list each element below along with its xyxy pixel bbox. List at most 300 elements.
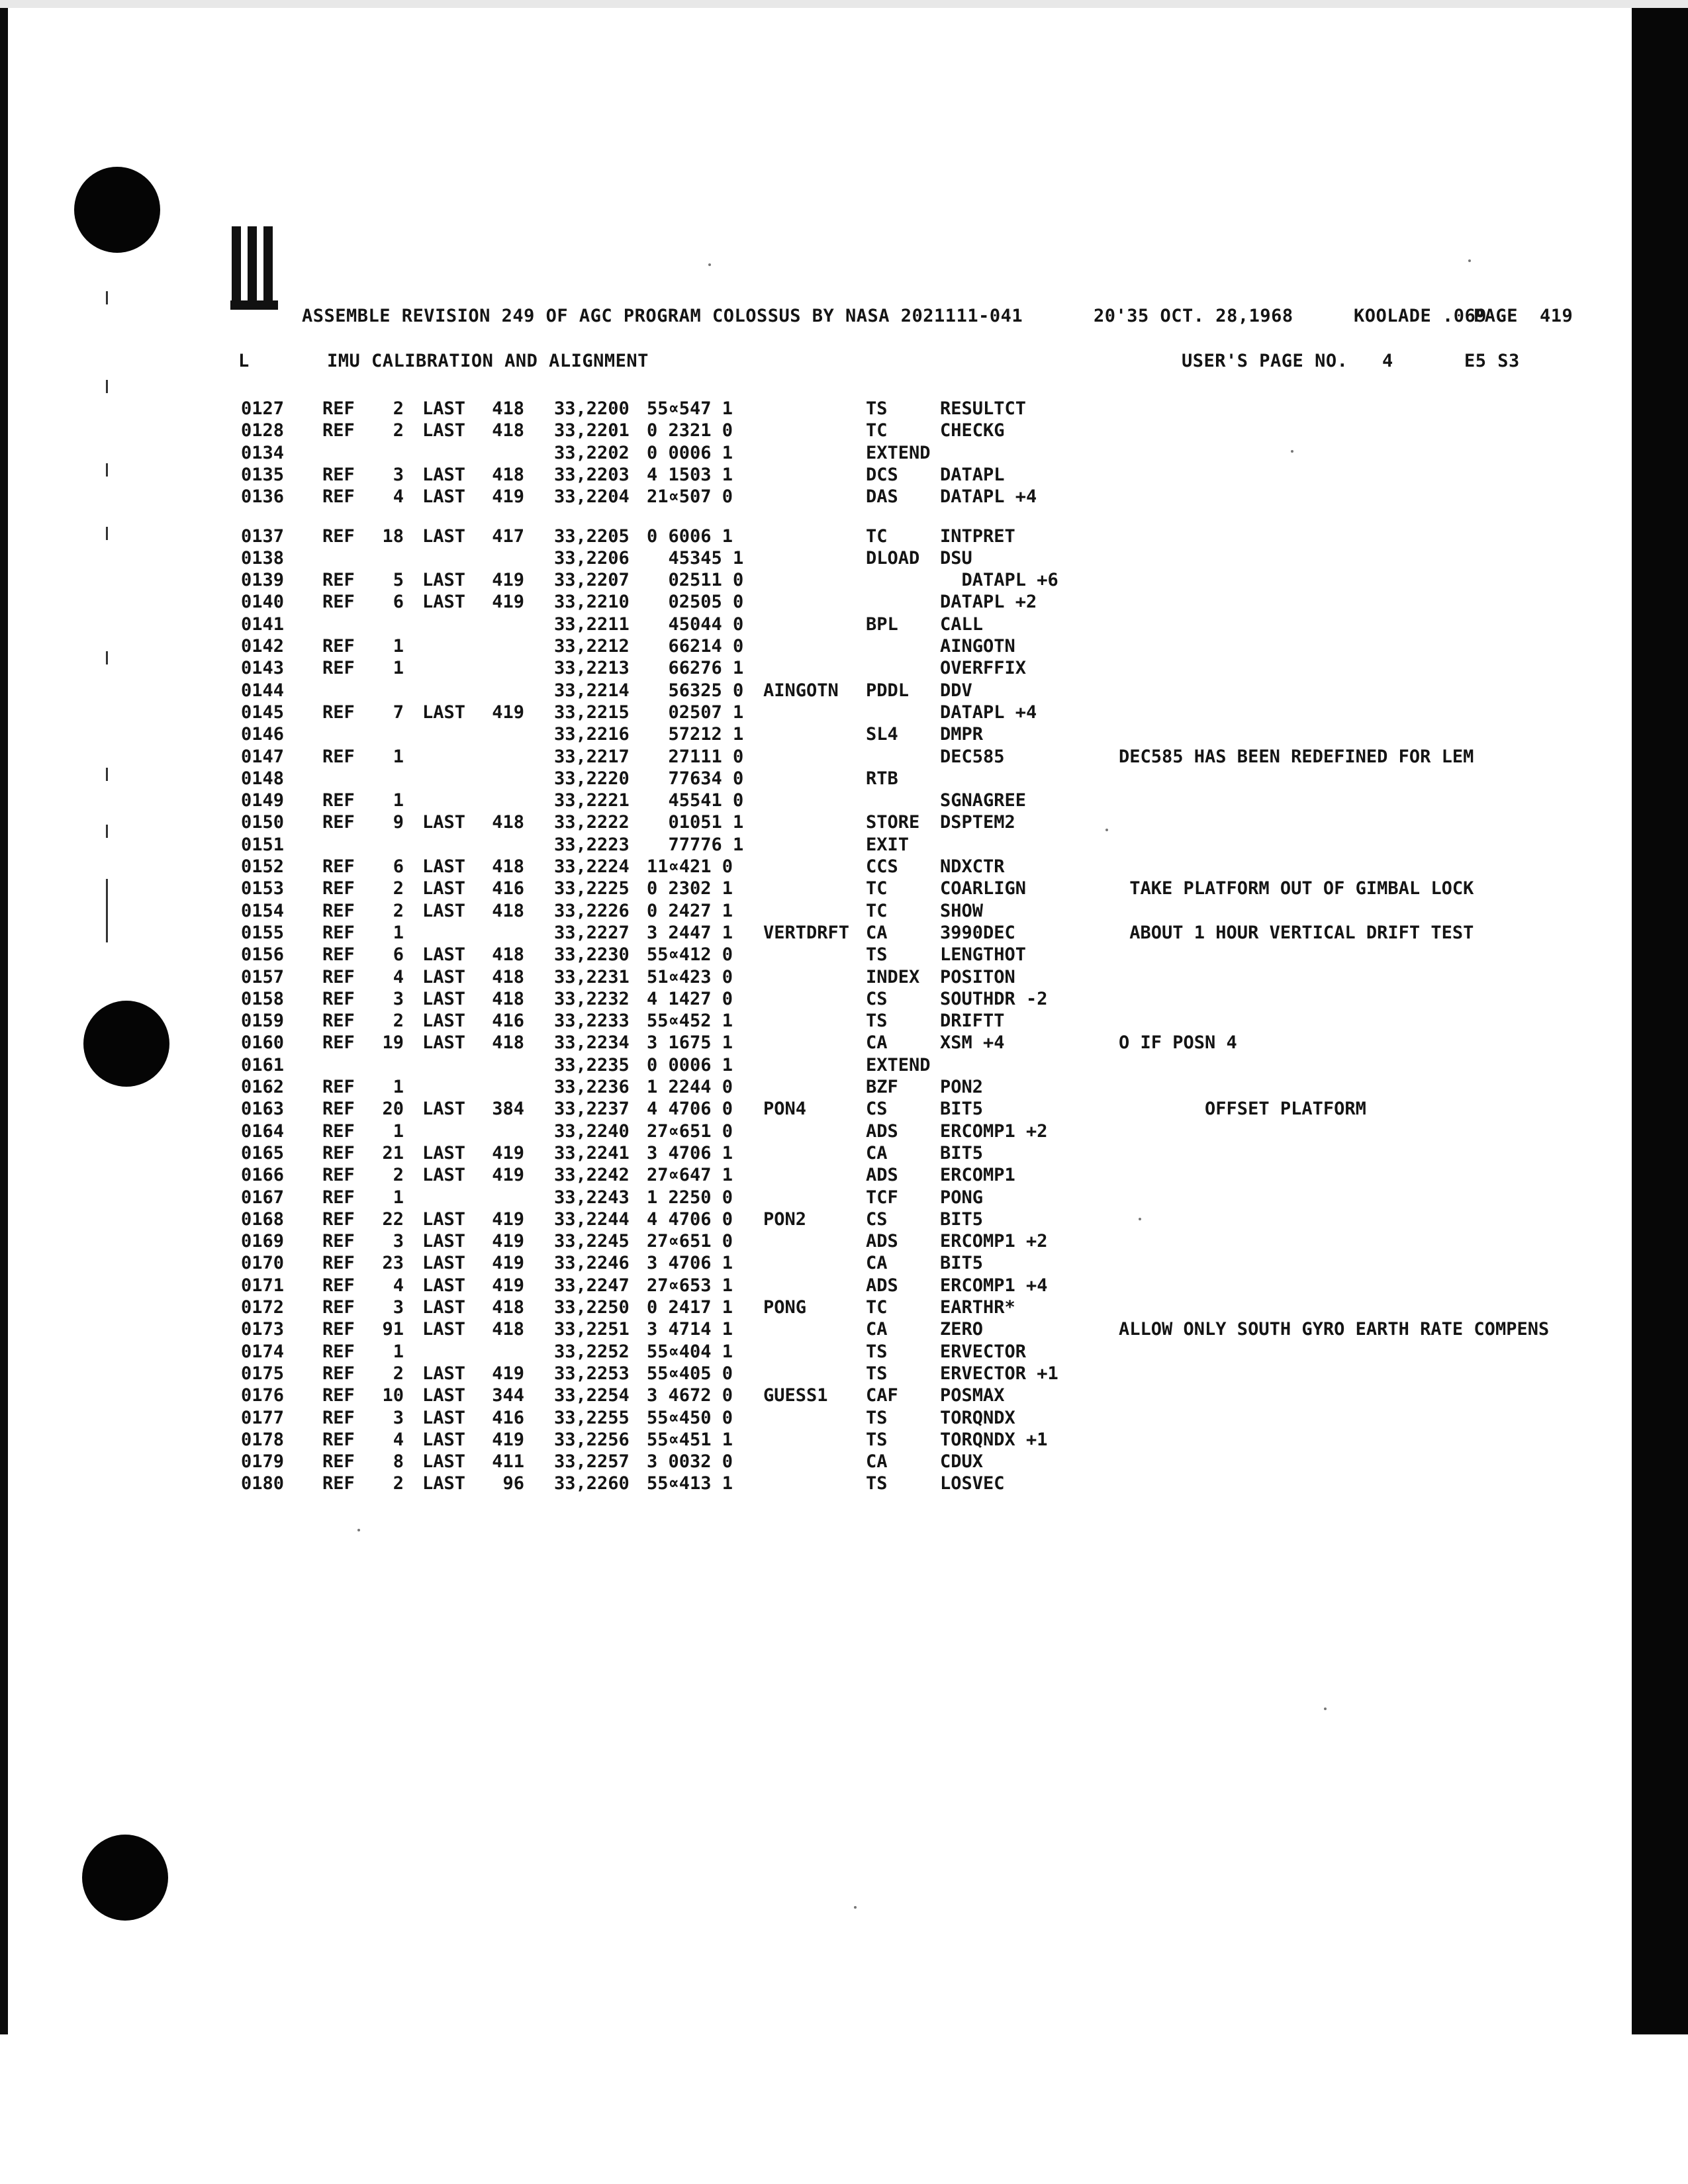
ref-count: 1 bbox=[393, 1187, 404, 1208]
koolade-version: KOOLADE .069 bbox=[1354, 306, 1487, 326]
opcode: TC bbox=[866, 420, 888, 441]
listing-row bbox=[0, 989, 1688, 1011]
octal-word: 55∝452 1 bbox=[647, 1011, 733, 1032]
octal-word: 0 2427 1 bbox=[647, 900, 733, 921]
octal-word: 0 6006 1 bbox=[647, 525, 733, 547]
listing-flag: L bbox=[238, 351, 250, 371]
octal-word: 27111 0 bbox=[647, 746, 744, 767]
user-page-label: USER'S PAGE NO. bbox=[1182, 351, 1348, 371]
last-page: 419 bbox=[492, 1142, 524, 1163]
opcode: INDEX bbox=[866, 966, 920, 987]
operand: BIT5 bbox=[940, 1099, 984, 1120]
opcode: TS bbox=[866, 1341, 888, 1362]
octal-word: 0 0006 1 bbox=[647, 442, 733, 463]
ref-flag: REF bbox=[322, 1451, 355, 1473]
ref-flag: REF bbox=[322, 1407, 355, 1428]
last-flag: LAST bbox=[422, 486, 466, 508]
ref-count: 2 bbox=[393, 900, 404, 921]
last-page: 419 bbox=[492, 1275, 524, 1296]
last-page: 418 bbox=[492, 398, 524, 419]
source-label: PONG bbox=[763, 1297, 807, 1318]
ref-flag: REF bbox=[322, 658, 355, 679]
binder-hole-bottom bbox=[82, 1835, 168, 1921]
listing-row bbox=[0, 1451, 1688, 1473]
ref-count: 6 bbox=[393, 856, 404, 877]
opcode: TC bbox=[866, 1297, 888, 1318]
ref-flag: REF bbox=[322, 592, 355, 613]
listing-row bbox=[0, 1099, 1688, 1120]
operand: ERVECTOR bbox=[940, 1341, 1027, 1362]
last-flag: LAST bbox=[422, 1297, 466, 1318]
operand: COARLIGN bbox=[940, 878, 1027, 899]
ref-flag: REF bbox=[322, 812, 355, 833]
opcode: ADS bbox=[866, 1275, 898, 1296]
ref-flag: REF bbox=[322, 525, 355, 547]
barcode-logo-icon bbox=[230, 226, 278, 310]
last-page: 418 bbox=[492, 966, 524, 987]
ref-flag: REF bbox=[322, 900, 355, 921]
octal-word: 3 0032 0 bbox=[647, 1451, 733, 1473]
address: 33,2211 bbox=[554, 614, 630, 635]
line-number: 0164 bbox=[241, 1120, 285, 1142]
opcode: SL4 bbox=[866, 724, 898, 745]
operand: LOSVEC bbox=[940, 1473, 1005, 1494]
address: 33,2221 bbox=[554, 790, 630, 811]
address: 33,2244 bbox=[554, 1208, 630, 1230]
ref-count: 1 bbox=[393, 1120, 404, 1142]
line-number: 0153 bbox=[241, 878, 285, 899]
line-number: 0142 bbox=[241, 636, 285, 657]
last-page: 419 bbox=[492, 486, 524, 508]
section-title: IMU CALIBRATION AND ALIGNMENT bbox=[327, 351, 649, 371]
octal-word: 01051 1 bbox=[647, 812, 744, 833]
line-number: 0172 bbox=[241, 1297, 285, 1318]
last-page: 418 bbox=[492, 1319, 524, 1340]
address: 33,2232 bbox=[554, 988, 630, 1009]
ref-count: 2 bbox=[393, 1363, 404, 1384]
ref-flag: REF bbox=[322, 1341, 355, 1362]
ref-flag: REF bbox=[322, 570, 355, 591]
listing-row bbox=[0, 1032, 1688, 1054]
octal-word: 3 4706 1 bbox=[647, 1142, 733, 1163]
ref-count: 9 bbox=[393, 812, 404, 833]
ref-count: 10 bbox=[382, 1385, 404, 1406]
octal-word: 3 4706 1 bbox=[647, 1253, 733, 1274]
line-number: 0154 bbox=[241, 900, 285, 921]
address: 33,2225 bbox=[554, 878, 630, 899]
last-flag: LAST bbox=[422, 856, 466, 877]
last-flag: LAST bbox=[422, 1473, 466, 1494]
opcode: CS bbox=[866, 1208, 888, 1230]
ref-count: 1 bbox=[393, 790, 404, 811]
listing-row bbox=[0, 1077, 1688, 1099]
address: 33,2226 bbox=[554, 900, 630, 921]
line-number: 0138 bbox=[241, 547, 285, 569]
ref-count: 3 bbox=[393, 1231, 404, 1252]
line-number: 0155 bbox=[241, 922, 285, 943]
scan-speck bbox=[1105, 829, 1108, 831]
ref-count: 1 bbox=[393, 746, 404, 767]
octal-word: 51∝423 0 bbox=[647, 966, 733, 987]
address: 33,2214 bbox=[554, 680, 630, 701]
opcode: BZF bbox=[866, 1077, 898, 1097]
listing-row bbox=[0, 790, 1688, 812]
page-number: 419 bbox=[1540, 306, 1573, 326]
operand: DEC585 bbox=[940, 746, 1005, 767]
ref-flag: REF bbox=[322, 1473, 355, 1494]
operand: PON2 bbox=[940, 1077, 984, 1097]
listing-row bbox=[0, 812, 1688, 834]
last-page: 344 bbox=[492, 1385, 524, 1406]
line-number: 0169 bbox=[241, 1231, 285, 1252]
line-number: 0157 bbox=[241, 966, 285, 987]
operand: ZERO bbox=[940, 1319, 984, 1340]
line-number: 0170 bbox=[241, 1253, 285, 1274]
ref-count: 22 bbox=[382, 1208, 404, 1230]
ref-flag: REF bbox=[322, 922, 355, 943]
last-flag: LAST bbox=[422, 944, 466, 966]
listing-row bbox=[0, 747, 1688, 768]
octal-word: 0 0006 1 bbox=[647, 1054, 733, 1075]
ref-flag: REF bbox=[322, 1142, 355, 1163]
line-number: 0147 bbox=[241, 746, 285, 767]
listing-row bbox=[0, 1143, 1688, 1165]
octal-word: 57212 1 bbox=[647, 724, 744, 745]
address: 33,2220 bbox=[554, 768, 630, 789]
address: 33,2223 bbox=[554, 834, 630, 855]
last-flag: LAST bbox=[422, 1407, 466, 1428]
octal-word: 4 1503 1 bbox=[647, 464, 733, 485]
octal-word: 55∝412 0 bbox=[647, 944, 733, 966]
ref-flag: REF bbox=[322, 1385, 355, 1406]
opcode: CA bbox=[866, 1451, 888, 1473]
opcode: CAF bbox=[866, 1385, 898, 1406]
address: 33,2253 bbox=[554, 1363, 630, 1384]
listing-row bbox=[0, 548, 1688, 570]
ref-flag: REF bbox=[322, 1429, 355, 1450]
listing-row bbox=[0, 636, 1688, 658]
listing-row bbox=[0, 923, 1688, 944]
listing-row bbox=[0, 658, 1688, 680]
last-flag: LAST bbox=[422, 1385, 466, 1406]
ref-count: 2 bbox=[393, 878, 404, 899]
line-number: 0179 bbox=[241, 1451, 285, 1473]
ref-flag: REF bbox=[322, 966, 355, 987]
listing-row bbox=[0, 702, 1688, 724]
source-label: VERTDRFT bbox=[763, 922, 850, 943]
listing-row bbox=[0, 1363, 1688, 1385]
octal-word: 27∝653 1 bbox=[647, 1275, 733, 1296]
line-number: 0136 bbox=[241, 486, 285, 508]
last-page: 419 bbox=[492, 592, 524, 613]
last-page: 416 bbox=[492, 1407, 524, 1428]
operand: DRIFTT bbox=[940, 1011, 1005, 1032]
line-number: 0176 bbox=[241, 1385, 285, 1406]
octal-word: 0 2302 1 bbox=[647, 878, 733, 899]
listing-row bbox=[0, 398, 1688, 420]
octal-word: 3 1675 1 bbox=[647, 1032, 733, 1054]
margin-tick bbox=[106, 380, 108, 393]
octal-word: 4 1427 0 bbox=[647, 988, 733, 1009]
listing-row bbox=[0, 1055, 1688, 1077]
opcode: TC bbox=[866, 878, 888, 899]
ref-flag: REF bbox=[322, 636, 355, 657]
ref-flag: REF bbox=[322, 1187, 355, 1208]
line-number: 0139 bbox=[241, 570, 285, 591]
ref-flag: REF bbox=[322, 1099, 355, 1120]
operand: INTPRET bbox=[940, 525, 1015, 547]
ref-flag: REF bbox=[322, 420, 355, 441]
opcode: CA bbox=[866, 1253, 888, 1274]
opcode: EXTEND bbox=[866, 1054, 931, 1075]
line-number: 0159 bbox=[241, 1011, 285, 1032]
octal-word: 27∝651 0 bbox=[647, 1120, 733, 1142]
octal-word: 56325 0 bbox=[647, 680, 744, 701]
listing-row bbox=[0, 465, 1688, 486]
operand: ERVECTOR +1 bbox=[940, 1363, 1058, 1384]
line-number: 0143 bbox=[241, 658, 285, 679]
line-number: 0168 bbox=[241, 1208, 285, 1230]
last-flag: LAST bbox=[422, 1231, 466, 1252]
operand: CHECKG bbox=[940, 420, 1005, 441]
octal-word: 4 4706 0 bbox=[647, 1099, 733, 1120]
operand: DATAPL +2 bbox=[940, 592, 1037, 613]
address: 33,2245 bbox=[554, 1231, 630, 1252]
ref-count: 1 bbox=[393, 658, 404, 679]
octal-word: 02505 0 bbox=[647, 592, 744, 613]
last-flag: LAST bbox=[422, 878, 466, 899]
operand: CDUX bbox=[940, 1451, 984, 1473]
listing-row bbox=[0, 570, 1688, 592]
listing-row bbox=[0, 1011, 1688, 1032]
ref-count: 91 bbox=[382, 1319, 404, 1340]
last-flag: LAST bbox=[422, 1165, 466, 1186]
ref-count: 3 bbox=[393, 1297, 404, 1318]
ref-flag: REF bbox=[322, 988, 355, 1009]
ref-flag: REF bbox=[322, 1231, 355, 1252]
address: 33,2247 bbox=[554, 1275, 630, 1296]
line-number: 0127 bbox=[241, 398, 285, 419]
opcode: TS bbox=[866, 1473, 888, 1494]
ref-count: 6 bbox=[393, 592, 404, 613]
opcode: DAS bbox=[866, 486, 898, 508]
address: 33,2242 bbox=[554, 1165, 630, 1186]
operand: DATAPL +4 bbox=[940, 486, 1037, 508]
operand: SGNAGREE bbox=[940, 790, 1027, 811]
operand: NDXCTR bbox=[940, 856, 1005, 877]
address: 33,2200 bbox=[554, 398, 630, 419]
line-number: 0140 bbox=[241, 592, 285, 613]
last-flag: LAST bbox=[422, 1011, 466, 1032]
binder-hole-top bbox=[74, 167, 160, 253]
listing-row bbox=[0, 443, 1688, 465]
ref-flag: REF bbox=[322, 1077, 355, 1097]
operand: SOUTHDR -2 bbox=[940, 988, 1048, 1009]
address: 33,2235 bbox=[554, 1054, 630, 1075]
line-number: 0156 bbox=[241, 944, 285, 966]
last-flag: LAST bbox=[422, 570, 466, 591]
ref-count: 1 bbox=[393, 1077, 404, 1097]
operand: CALL bbox=[940, 614, 984, 635]
listing-row bbox=[0, 486, 1688, 508]
address: 33,2256 bbox=[554, 1429, 630, 1450]
last-page: 418 bbox=[492, 420, 524, 441]
opcode: ADS bbox=[866, 1231, 898, 1252]
last-flag: LAST bbox=[422, 1032, 466, 1054]
ref-count: 1 bbox=[393, 922, 404, 943]
operand: TORQNDX bbox=[940, 1407, 1015, 1428]
address: 33,2203 bbox=[554, 464, 630, 485]
ref-flag: REF bbox=[322, 1319, 355, 1340]
octal-word: 3 4672 0 bbox=[647, 1385, 733, 1406]
ref-count: 2 bbox=[393, 398, 404, 419]
octal-word: 77776 1 bbox=[647, 834, 744, 855]
octal-word: 1 2244 0 bbox=[647, 1077, 733, 1097]
ref-flag: REF bbox=[322, 1208, 355, 1230]
line-number: 0149 bbox=[241, 790, 285, 811]
line-number: 0178 bbox=[241, 1429, 285, 1450]
octal-word: 55∝404 1 bbox=[647, 1341, 733, 1362]
ref-count: 23 bbox=[382, 1253, 404, 1274]
opcode: TCF bbox=[866, 1187, 898, 1208]
listing-row bbox=[0, 1275, 1688, 1297]
last-page: 418 bbox=[492, 988, 524, 1009]
listing-row bbox=[0, 724, 1688, 746]
line-number: 0163 bbox=[241, 1099, 285, 1120]
address: 33,2217 bbox=[554, 746, 630, 767]
comment: ALLOW ONLY SOUTH GYRO EARTH RATE COMPENS bbox=[1119, 1319, 1550, 1340]
last-flag: LAST bbox=[422, 1208, 466, 1230]
octal-word: 55∝451 1 bbox=[647, 1429, 733, 1450]
ref-flag: REF bbox=[322, 1363, 355, 1384]
listing-row bbox=[0, 1121, 1688, 1143]
address: 33,2201 bbox=[554, 420, 630, 441]
octal-word: 3 4714 1 bbox=[647, 1319, 733, 1340]
ref-count: 1 bbox=[393, 636, 404, 657]
last-page: 419 bbox=[492, 1363, 524, 1384]
address: 33,2246 bbox=[554, 1253, 630, 1274]
octal-word: 45541 0 bbox=[647, 790, 744, 811]
operand: POSMAX bbox=[940, 1385, 1005, 1406]
scan-speck bbox=[854, 1906, 857, 1909]
address: 33,2233 bbox=[554, 1011, 630, 1032]
ref-count: 2 bbox=[393, 1473, 404, 1494]
ref-count: 19 bbox=[382, 1032, 404, 1054]
ref-flag: REF bbox=[322, 702, 355, 723]
operand: BIT5 bbox=[940, 1208, 984, 1230]
last-page: 418 bbox=[492, 900, 524, 921]
listing-row bbox=[0, 967, 1688, 989]
last-flag: LAST bbox=[422, 420, 466, 441]
address: 33,2250 bbox=[554, 1297, 630, 1318]
listing-row bbox=[0, 1297, 1688, 1319]
last-page: 419 bbox=[492, 1231, 524, 1252]
ref-count: 1 bbox=[393, 1341, 404, 1362]
line-number: 0165 bbox=[241, 1142, 285, 1163]
octal-word: 55∝413 1 bbox=[647, 1473, 733, 1494]
line-number: 0135 bbox=[241, 464, 285, 485]
address: 33,2210 bbox=[554, 592, 630, 613]
address: 33,2215 bbox=[554, 702, 630, 723]
opcode: ADS bbox=[866, 1120, 898, 1142]
address: 33,2204 bbox=[554, 486, 630, 508]
ref-count: 7 bbox=[393, 702, 404, 723]
ref-flag: REF bbox=[322, 1120, 355, 1142]
ref-flag: REF bbox=[322, 1275, 355, 1296]
ref-flag: REF bbox=[322, 856, 355, 877]
line-number: 0180 bbox=[241, 1473, 285, 1494]
operand: BIT5 bbox=[940, 1142, 984, 1163]
opcode: ADS bbox=[866, 1165, 898, 1186]
last-flag: LAST bbox=[422, 966, 466, 987]
octal-word: 55∝547 1 bbox=[647, 398, 733, 419]
last-flag: LAST bbox=[422, 1275, 466, 1296]
address: 33,2230 bbox=[554, 944, 630, 966]
octal-word: 02511 0 bbox=[647, 570, 744, 591]
ref-flag: REF bbox=[322, 878, 355, 899]
ref-count: 18 bbox=[382, 525, 404, 547]
address: 33,2252 bbox=[554, 1341, 630, 1362]
operand: RESULTCT bbox=[940, 398, 1027, 419]
line-number: 0128 bbox=[241, 420, 285, 441]
scan-speck bbox=[1468, 259, 1471, 262]
last-page: 418 bbox=[492, 944, 524, 966]
scan-speck bbox=[1139, 1218, 1141, 1220]
ref-count: 21 bbox=[382, 1142, 404, 1163]
address: 33,2212 bbox=[554, 636, 630, 657]
line-number: 0148 bbox=[241, 768, 285, 789]
opcode: TS bbox=[866, 398, 888, 419]
operand: PONG bbox=[940, 1187, 984, 1208]
last-flag: LAST bbox=[422, 464, 466, 485]
listing-row bbox=[0, 878, 1688, 900]
operand: DATAPL bbox=[940, 464, 1005, 485]
margin-tick bbox=[106, 291, 108, 304]
address: 33,2257 bbox=[554, 1451, 630, 1473]
octal-word: 1 2250 0 bbox=[647, 1187, 733, 1208]
listing-row bbox=[0, 680, 1688, 702]
scan-speck bbox=[357, 1529, 360, 1531]
last-flag: LAST bbox=[422, 702, 466, 723]
listing-row bbox=[0, 1408, 1688, 1430]
opcode: TC bbox=[866, 900, 888, 921]
last-page: 416 bbox=[492, 1011, 524, 1032]
source-label: AINGOTN bbox=[763, 680, 839, 701]
address: 33,2216 bbox=[554, 724, 630, 745]
opcode: TS bbox=[866, 1407, 888, 1428]
octal-word: 45345 1 bbox=[647, 547, 744, 569]
line-number: 0152 bbox=[241, 856, 285, 877]
address: 33,2255 bbox=[554, 1407, 630, 1428]
ref-count: 5 bbox=[393, 570, 404, 591]
octal-word: 3 2447 1 bbox=[647, 922, 733, 943]
comment: OFFSET PLATFORM bbox=[1119, 1099, 1366, 1120]
opcode: CS bbox=[866, 1099, 888, 1120]
comment: TAKE PLATFORM OUT OF GIMBAL LOCK bbox=[1119, 878, 1474, 899]
opcode: TC bbox=[866, 525, 888, 547]
octal-word: 02507 1 bbox=[647, 702, 744, 723]
octal-word: 27∝647 1 bbox=[647, 1165, 733, 1186]
listing-row bbox=[0, 1385, 1688, 1407]
listing-row bbox=[0, 1319, 1688, 1341]
comment: ABOUT 1 HOUR VERTICAL DRIFT TEST bbox=[1119, 922, 1474, 943]
section-code: E5 S3 bbox=[1464, 351, 1520, 371]
source-label: PON4 bbox=[763, 1099, 807, 1120]
last-flag: LAST bbox=[422, 592, 466, 613]
operand: AINGOTN bbox=[940, 636, 1015, 657]
octal-word: 55∝450 0 bbox=[647, 1407, 733, 1428]
last-page: 96 bbox=[502, 1473, 524, 1494]
